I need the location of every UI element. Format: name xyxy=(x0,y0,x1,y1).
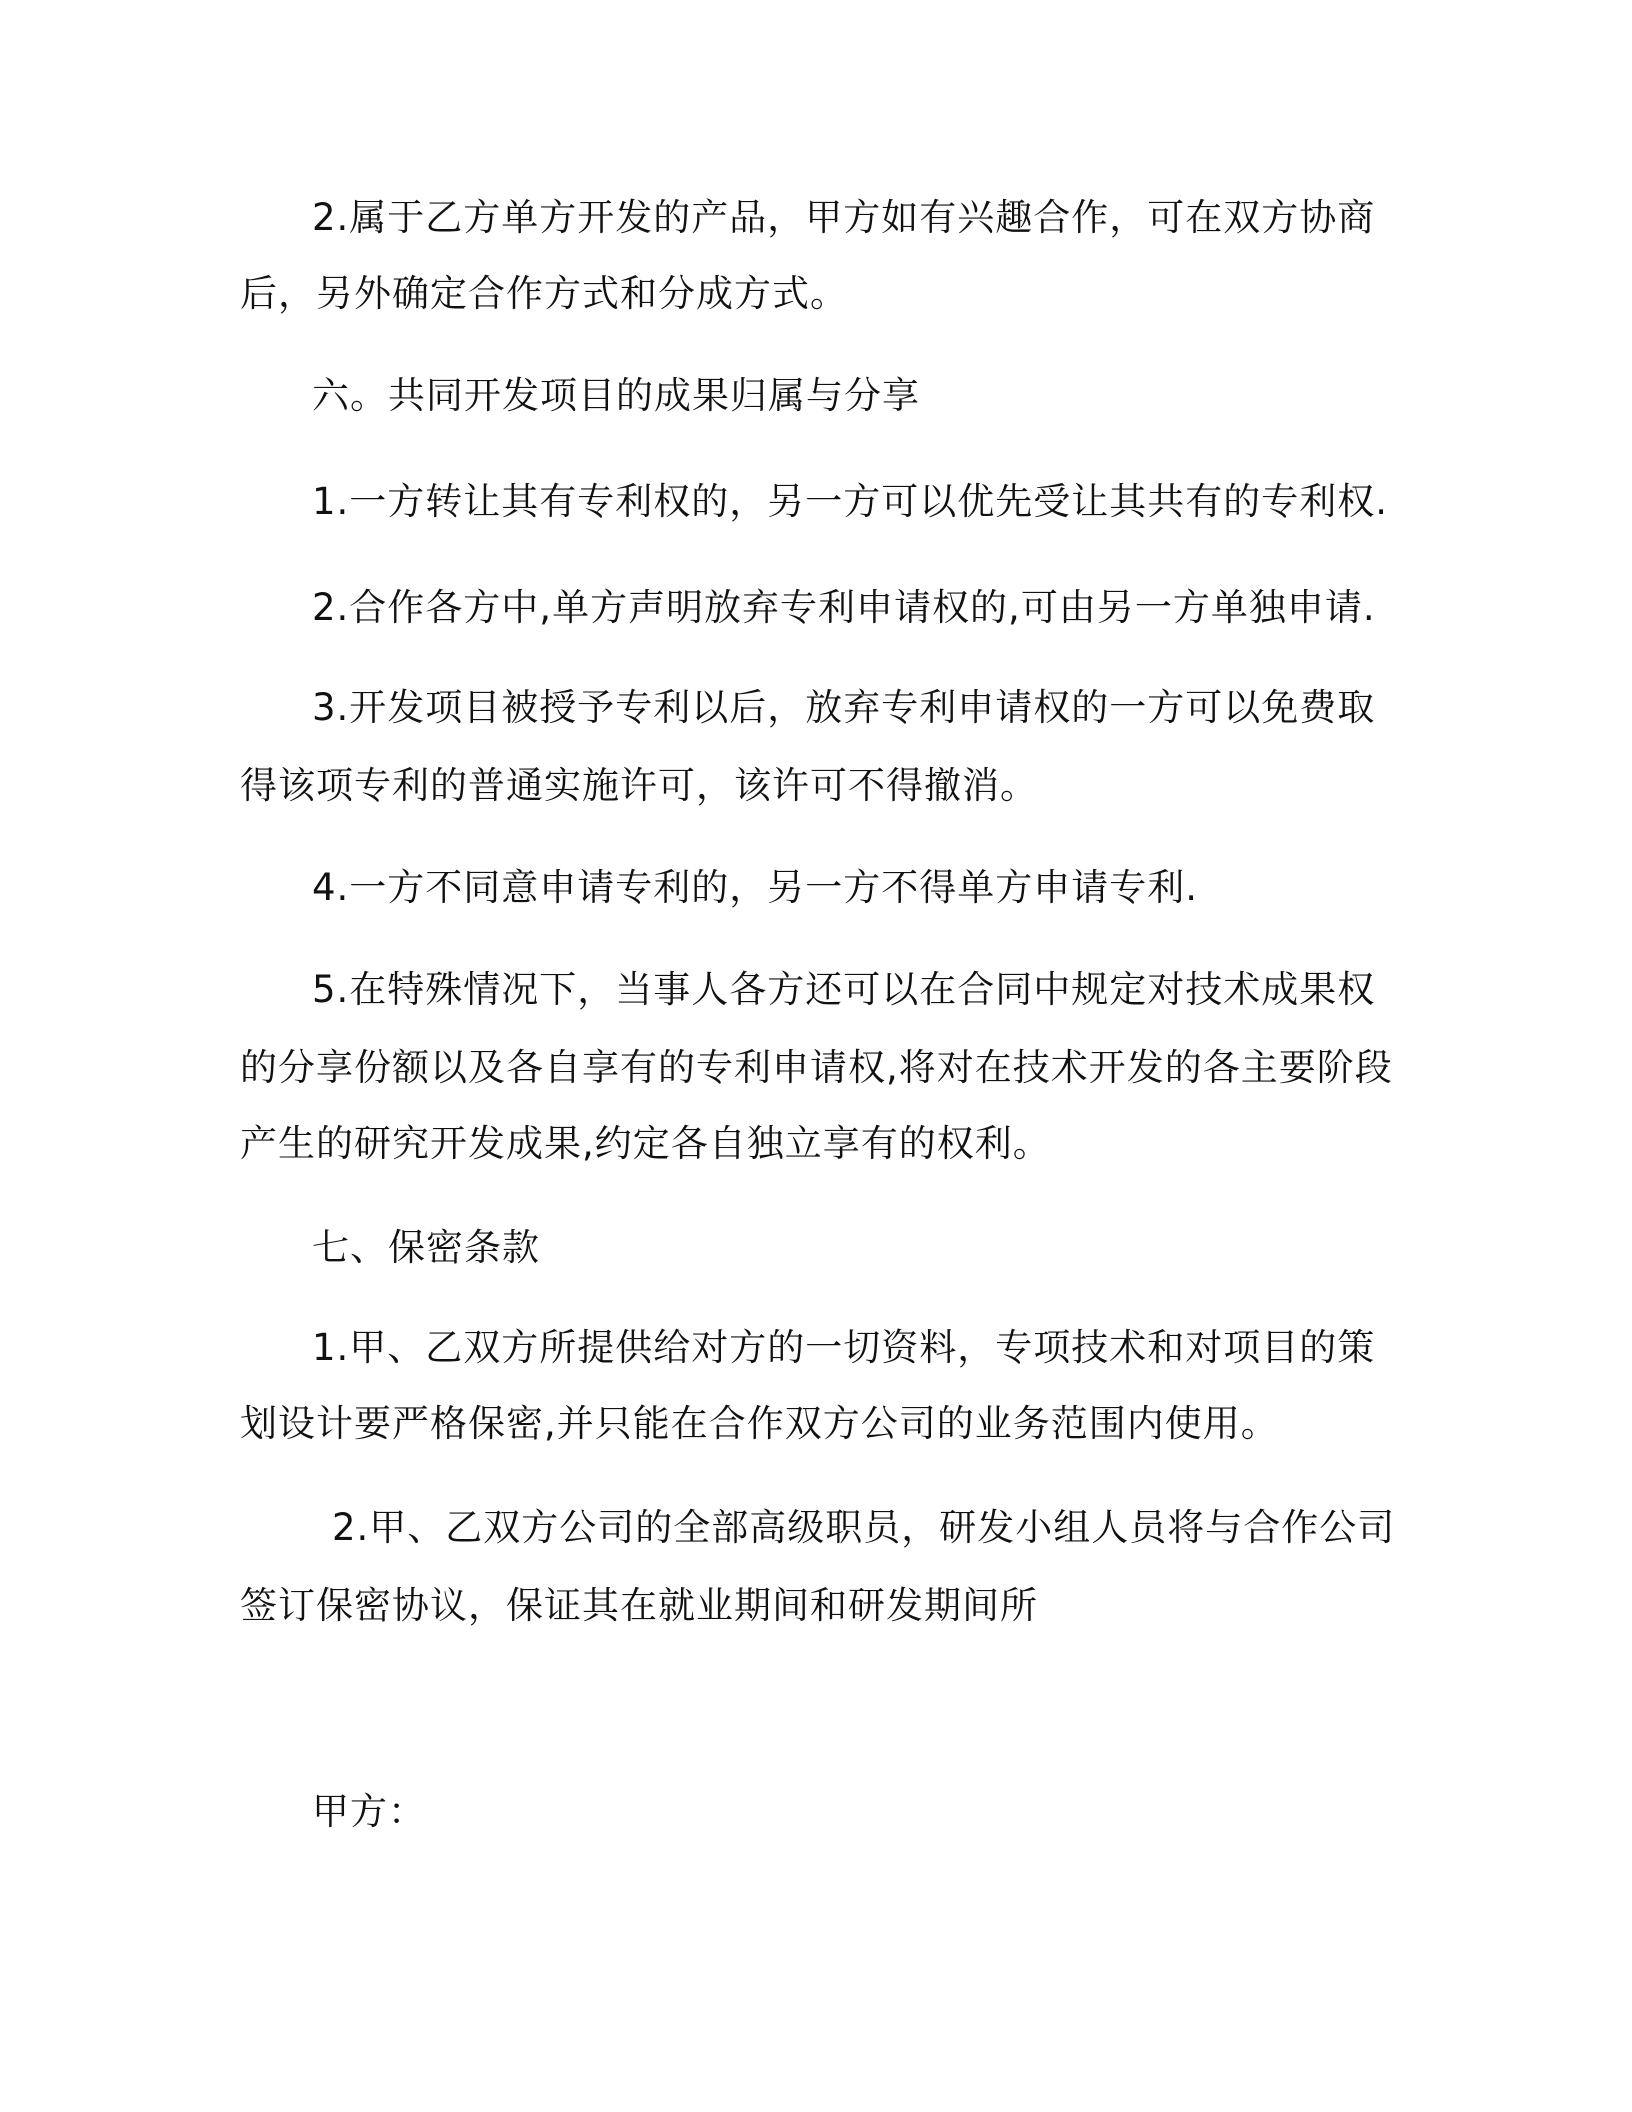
clause-6-2: 2.合作各方中,单方声明放弃专利申请权的,可由另一方单独申请. xyxy=(312,586,1376,629)
text-line: 的分享份额以及各自享有的专利申请权,将对在技术开发的各主要阶段 xyxy=(240,1046,1393,1089)
text-line: 5.在特殊情况下，当事人各方还可以在合同中规定对技术成果权 xyxy=(312,968,1376,1011)
section-heading-7: 七、保密条款 xyxy=(312,1226,540,1269)
clause-6-4: 4.一方不同意申请专利的，另一方不得单方申请专利. xyxy=(312,866,1199,909)
clause-6-1: 1.一方转让其有专利权的，另一方可以优先受让其共有的专利权. xyxy=(312,480,1389,523)
section-heading-6: 六。共同开发项目的成果归属与分享 xyxy=(312,374,920,417)
text-line: 3.开发项目被授予专利以后，放弃专利申请权的一方可以免费取 xyxy=(312,686,1376,729)
text-line: 产生的研究开发成果,约定各自独立享有的权利。 xyxy=(240,1122,1051,1165)
text-line: 得该项专利的普通实施许可，该许可不得撤消。 xyxy=(240,764,1038,807)
text-line: 1.甲、乙双方所提供给对方的一切资料，专项技术和对项目的策 xyxy=(312,1326,1376,1369)
text-line: 2.甲、乙双方公司的全部高级职员，研发小组人员将与合作公司 xyxy=(332,1506,1396,1549)
text-line: 2.属于乙方单方开发的产品，甲方如有兴趣合作，可在双方协商 xyxy=(312,196,1376,239)
party-a-signature-label: 甲方： xyxy=(312,1790,426,1833)
text-line: 后，另外确定合作方式和分成方式。 xyxy=(240,272,848,315)
text-line: 划设计要严格保密,并只能在合作双方公司的业务范围内使用。 xyxy=(240,1402,1279,1445)
text-line: 签订保密协议，保证其在就业期间和研发期间所 xyxy=(240,1584,1038,1627)
